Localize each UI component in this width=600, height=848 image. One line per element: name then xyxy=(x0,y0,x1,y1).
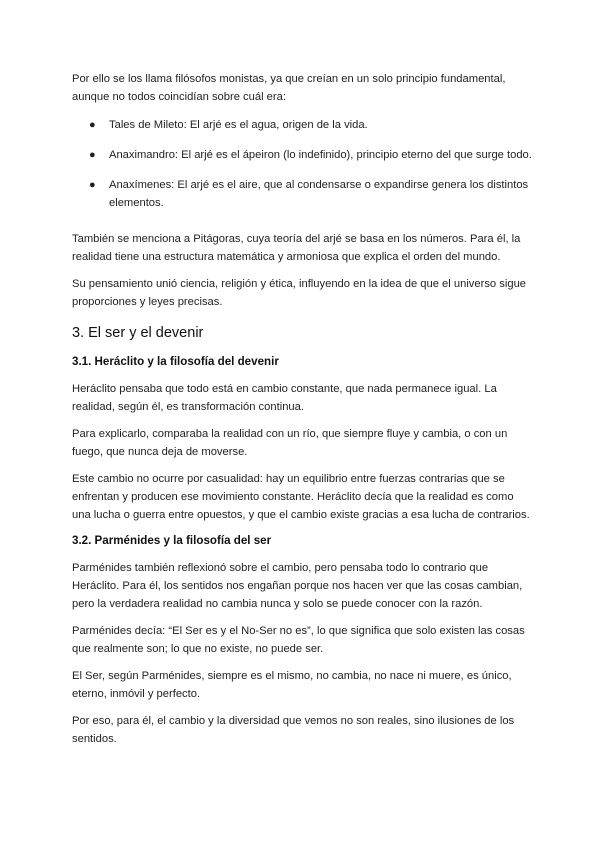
list-item-text: Tales de Mileto: El arjé es el agua, origen de la vida. xyxy=(109,119,368,131)
paragraph: El Ser, según Parménides, siempre es el mismo, no cambia, no nace ni muere, es único, eterno, inmóvil y perfecto. xyxy=(72,670,512,700)
paragraph: Por eso, para él, el cambio y la diversidad que vemos no son reales, sino ilusiones de los sentidos. xyxy=(72,715,515,745)
paragraph: Parménides también reflexionó sobre el cambio, pero pensaba todo lo contrario que Heráclito. Para él, los sentidos nos engañan porque nos hacen ver que las cosas cambian, pero la verdadera realidad no cambia nunca y solo se puede conocer con la razón. xyxy=(72,562,523,610)
paragraph: Parménides decía: “El Ser es y el No-Ser no es”, lo que significa que solo existen las cosas que realmente son; lo que no existe, no puede ser. xyxy=(72,625,525,655)
paragraph: Para explicarlo, comparaba la realidad con un río, que siempre fluye y cambia, o con un fuego, que nunca deja de moverse. xyxy=(72,428,508,458)
list-item-text: Anaxímenes: El arjé es el aire, que al condensarse o expandirse genera los distintos elementos. xyxy=(109,179,529,209)
document-page xyxy=(72,70,532,757)
list-item xyxy=(72,146,532,164)
bullet-icon: ● xyxy=(89,149,96,161)
paragraph: Este cambio no ocurre por casualidad: hay un equilibrio entre fuerzas contrarias que se enfrentan y producen ese movimiento constante. Heráclito decía que la realidad es como una lucha o guerra entre opuestos, y que el cambio existe gracias a esa lucha de contrarios. xyxy=(72,473,530,521)
section-heading: 3. El ser y el devenir xyxy=(72,325,204,341)
pitagoras-legacy-paragraph: Su pensamiento unió ciencia, religión y ética, influyendo en la idea de que el universo sigue proporciones y leyes precisas. xyxy=(72,278,527,308)
list-item xyxy=(72,176,532,212)
bullet-icon: ● xyxy=(89,179,96,191)
paragraph: Heráclito pensaba que todo está en cambio constante, que nada permanece igual. La realidad, según él, es transformación continua. xyxy=(72,383,497,413)
list-item-text: Anaximandro: El arjé es el ápeiron (lo indefinido), principio eterno del que surge todo. xyxy=(109,149,532,161)
bullet-icon: ● xyxy=(89,119,96,131)
arje-list xyxy=(72,116,532,212)
subsection-heading-heraclito: 3.1. Heráclito y la filosofía del devenir xyxy=(72,355,279,368)
subsection-heading-parmenides: 3.2. Parménides y la filosofía del ser xyxy=(72,534,272,547)
list-item xyxy=(72,116,532,134)
intro-paragraph: Por ello se los llama filósofos monistas, ya que creían en un solo principio fundamental, aunque no todos coincidían sobre cuál era: xyxy=(72,73,506,103)
pitagoras-paragraph: También se menciona a Pitágoras, cuya teoría del arjé se basa en los números. Para él, la realidad tiene una estructura matemática y armoniosa que explica el orden del mundo. xyxy=(72,233,521,263)
